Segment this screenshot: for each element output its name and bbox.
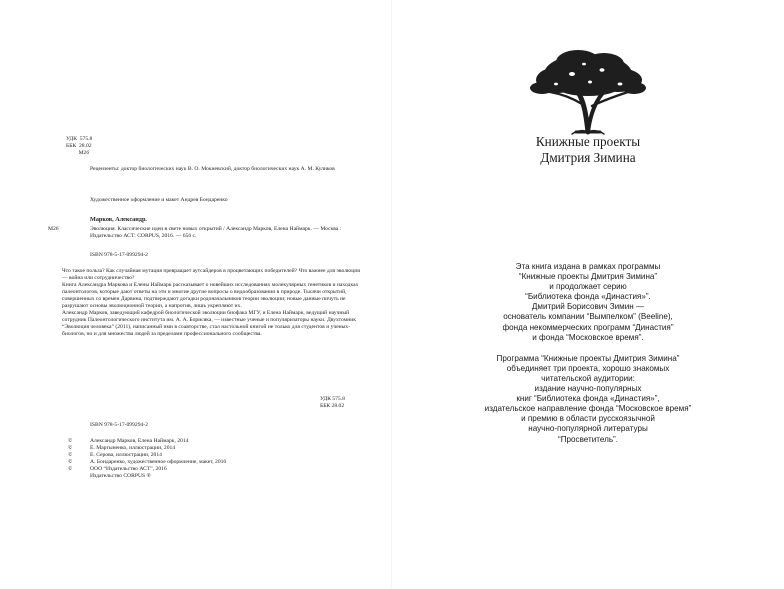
copyright-line: © Е. Мартыненко, иллюстрации, 2014 [68,445,176,451]
copyright-line: © Александр Марков, Елена Наймарк, 2014 [68,438,189,444]
bibliographic-description: Эволюция. Классические идеи в свете новых открытий / Александр Марков, Елена Наймарк. — Москва : Издательство АСТ: CORPUS, 2016. — 656 с. [90,226,342,239]
margin-code: М26 [48,226,59,232]
oak-tree-icon [528,44,648,136]
annotation-text: Что такое польза? Как случайная мутация превращает аутсайдеров в процветающих победителей? Что важнее для эволюции — война или сотрудничество? Книга Александра Маркова и Елены Наймарк рассказывает о новейших исследованиях молекулярных генетиков и находках палеонтологов, которые дают ответы на эти и многие другие вопросы о видообразовании в природе. Тысячи открытий, совершенных со времен Дарвина, подтверждают догадки родоначальников теории эволюции; новые данные пичуть не разрушают основы эволюционной теории, а напротив, лишь укрепляют их. Александр Марков, заведующий кафедрой биологической эволюции биофака МГУ, и Елена Наймарк, ведущий научный сотрудник Палеонтологического института им. А. А. Борисяка, — известные ученые и популяризаторы науки. Двухтомник “Эволюция человека” (2011), написанный ими в соавторстве, стал настольной книгой не только для студентов и ученых-биологов, но и для множества людей за пределами профессионального сообщества. [62,268,361,337]
udk-block: УДК 575.8 ББК 28.02 М26 [66,136,93,156]
reviewers-text: Рецензенты: доктор биологических наук В. О. Мокиевский, доктор биологических наук А. М. Куликов [90,166,335,172]
copyright-line: © Е. Серова, иллюстрации, 2014 [68,452,162,458]
author-heading: Марков, Александр. [90,216,147,223]
series-info-paragraph-2: Программа “Книжные проекты Дмитрия Зимина” объединяет три проекта, хорошо знакомых читательской аудитории: издание научно-популярных книг “Библиотека фонда «Династия»”, издательское направление фонда “Московское время” и премию в области русскоязычной научно-популярной литературы “Просветитель”. [484,353,692,444]
copyright-block [68,438,226,480]
isbn-top: ISBN 978-5-17-099294-2 [90,252,148,258]
series-title [470,134,706,166]
page-gutter [391,0,392,589]
copyright-line: Издательство CORPUS ® [90,473,151,479]
series-title-line1: Книжные проекты [535,134,641,149]
series-info-paragraph-1: Эта книга издана в рамках программы “Книжные проекты Дмитрия Зимина” и продолжает серию “Библиотека фонда «Династия»”. Дмитрий Борисович Зимин — основатель компании “Вымпелком” (Beeline), фонда некоммерческих программ “Династия” и фонда “Московское время”. [502,262,674,342]
series-info [450,262,726,456]
series-title-line2: Дмитрия Зимина [540,150,636,165]
copyright-line: © А. Бондаренко, художественное оформление, макет, 2016 [68,459,227,465]
design-credit: Художественное оформление и макет Андрея Бондаренко [90,197,228,203]
isbn-bottom: ISBN 978-5-17-099294-2 [90,422,148,428]
copyright-line: © ООО “Издательство АСТ”, 2016 [68,466,167,472]
udk-bottom: УДК 575.8 ББК 28.02 [320,396,345,409]
